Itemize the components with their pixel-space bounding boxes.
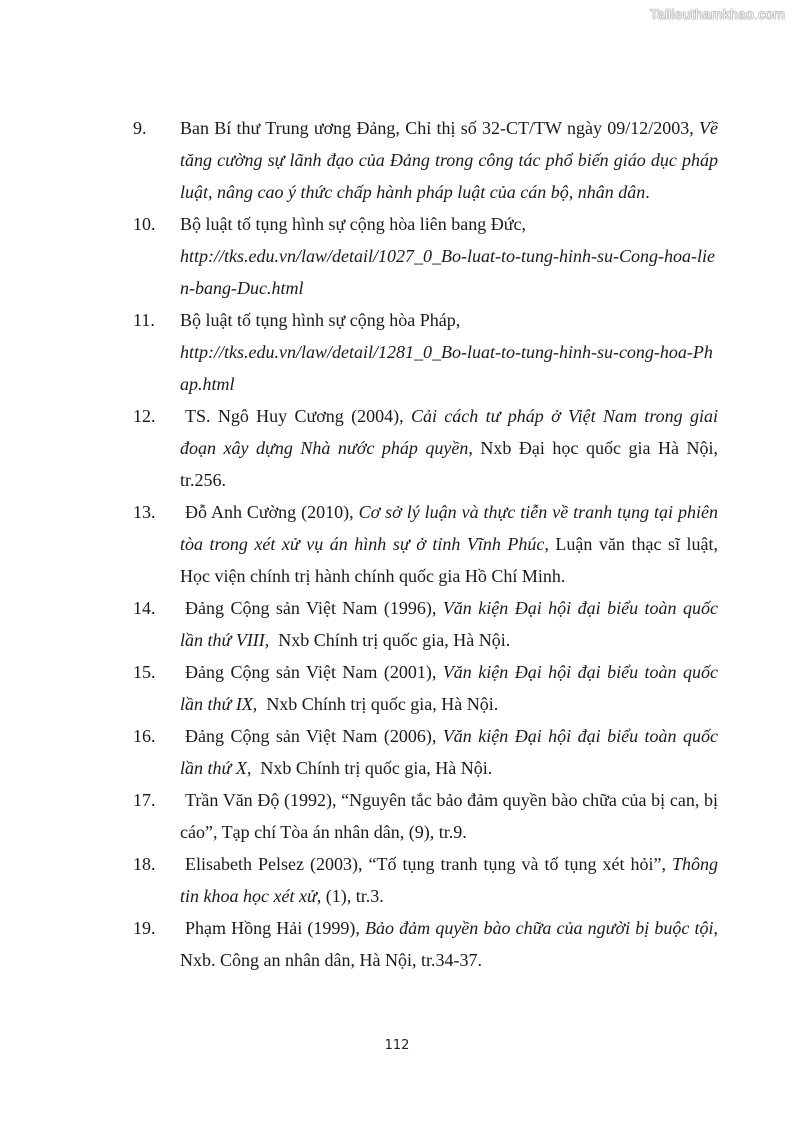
- reference-number: 16.: [133, 726, 156, 746]
- reference-number: 17.: [133, 790, 156, 810]
- reference-segment: Đảng Cộng sản Việt Nam (1996),: [185, 598, 443, 618]
- reference-segment: Ban Bí thư Trung ương Đảng, Chỉ thị số 32-CT/TW ngày 09/12/2003,: [180, 118, 700, 138]
- reference-segment: , Nxb. Công an nhân dân, Hà Nội, tr.34-37.: [180, 918, 718, 970]
- reference-segment: Nxb Chính trị quốc gia, Hà Nội.: [257, 694, 499, 714]
- reference-number: 18.: [133, 854, 156, 874]
- watermark: Tailieuthamkhao.com: [649, 6, 785, 22]
- reference-number: 9.: [133, 118, 147, 138]
- reference-title: Văn kiện Đại hội đại biểu toàn quốc lần thứ IX,: [180, 662, 718, 714]
- reference-number: 14.: [133, 598, 156, 618]
- reference-item: [133, 656, 718, 720]
- reference-title: Cải cách tư pháp ở Việt Nam trong giai đoạn xây dựng Nhà nước pháp quyền: [180, 406, 718, 458]
- reference-text: [180, 400, 718, 496]
- reference-title: Cơ sở lý luận và thực tiễn về tranh tụng tại phiên tòa trong xét xử vụ án hình sự ở tỉnh Vĩnh Phúc,: [180, 502, 718, 554]
- reference-title: Bảo đảm quyền bào chữa của người bị buộc tội: [365, 918, 714, 938]
- reference-item: [133, 304, 718, 400]
- reference-url-link[interactable]: http://tks.edu.vn/law/detail/1027_0_Bo-luat-to-tung-hinh-su-Cong-hoa-lien-bang-Duc.html: [180, 246, 715, 298]
- reference-segment: Đảng Cộng sản Việt Nam (2001),: [185, 662, 443, 682]
- reference-text: [180, 848, 718, 912]
- reference-segment: TS. Ngô Huy Cương (2004),: [185, 406, 411, 426]
- reference-item: [133, 112, 718, 208]
- reference-item: [133, 912, 718, 976]
- reference-number: 11.: [133, 310, 155, 330]
- reference-text: [180, 304, 718, 400]
- reference-item: [133, 720, 718, 784]
- reference-number: 19.: [133, 918, 156, 938]
- reference-title: Thông tin khoa học xét xử: [180, 854, 718, 906]
- reference-segment: Bộ luật tố tụng hình sự cộng hòa Pháp,: [180, 310, 461, 330]
- reference-url-link[interactable]: http://tks.edu.vn/law/detail/1281_0_Bo-luat-to-tung-hinh-su-cong-hoa-Phap.html: [180, 342, 713, 394]
- reference-segment: , Nxb Đại học quốc gia Hà Nội, tr.256.: [180, 438, 718, 490]
- reference-item: [133, 496, 718, 592]
- reference-text: [180, 784, 718, 848]
- reference-text: [180, 112, 718, 208]
- reference-segment: Nxb Chính trị quốc gia, Hà Nội.: [269, 630, 511, 650]
- reference-text: [180, 592, 718, 656]
- reference-segment: Luận văn thạc sĩ luật, Học viện chính trị hành chính quốc gia Hồ Chí Minh.: [180, 534, 719, 586]
- reference-list: [133, 112, 718, 976]
- reference-text: [180, 208, 718, 304]
- reference-segment: Phạm Hồng Hải (1999),: [185, 918, 366, 938]
- reference-segment: Đỗ Anh Cường (2010),: [185, 502, 359, 522]
- reference-title: Văn kiện Đại hội đại biểu toàn quốc lần thứ X,: [180, 726, 718, 778]
- reference-item: [133, 784, 718, 848]
- reference-segment: , (1), tr.3.: [316, 886, 384, 906]
- reference-number: 10.: [133, 214, 156, 234]
- reference-segment: .: [645, 182, 650, 202]
- reference-text: [180, 912, 718, 976]
- reference-segment: Trần Văn Độ (1992), “Nguyên tắc bảo đảm quyền bào chữa của bị can, bị cáo”, Tạp chí Tòa án nhân dân, (9), tr.9.: [180, 790, 718, 842]
- reference-segment: Elisabeth Pelsez (2003), “Tố tụng tranh tụng và tố tụng xét hỏi”,: [185, 854, 672, 874]
- reference-number: 13.: [133, 502, 156, 522]
- reference-item: [133, 592, 718, 656]
- reference-title: Về tăng cường sự lãnh đạo của Đảng trong công tác phổ biến giáo dục pháp luật, nâng cao ý thức chấp hành pháp luật của cán bộ, nhân dân: [180, 118, 718, 202]
- page-number: 112: [384, 1038, 410, 1053]
- reference-number: 15.: [133, 662, 156, 682]
- reference-segment: Nxb Chính trị quốc gia, Hà Nội.: [251, 758, 493, 778]
- reference-item: [133, 400, 718, 496]
- reference-text: [180, 496, 718, 592]
- reference-segment: Bộ luật tố tụng hình sự cộng hòa liên bang Đức,: [180, 214, 526, 234]
- reference-segment: Đảng Cộng sản Việt Nam (2006),: [185, 726, 443, 746]
- reference-title: Văn kiện Đại hội đại biểu toàn quốc lần thứ VIII,: [180, 598, 718, 650]
- reference-number: 12.: [133, 406, 156, 426]
- reference-text: [180, 720, 718, 784]
- reference-item: [133, 848, 718, 912]
- reference-text: [180, 656, 718, 720]
- reference-item: [133, 208, 718, 304]
